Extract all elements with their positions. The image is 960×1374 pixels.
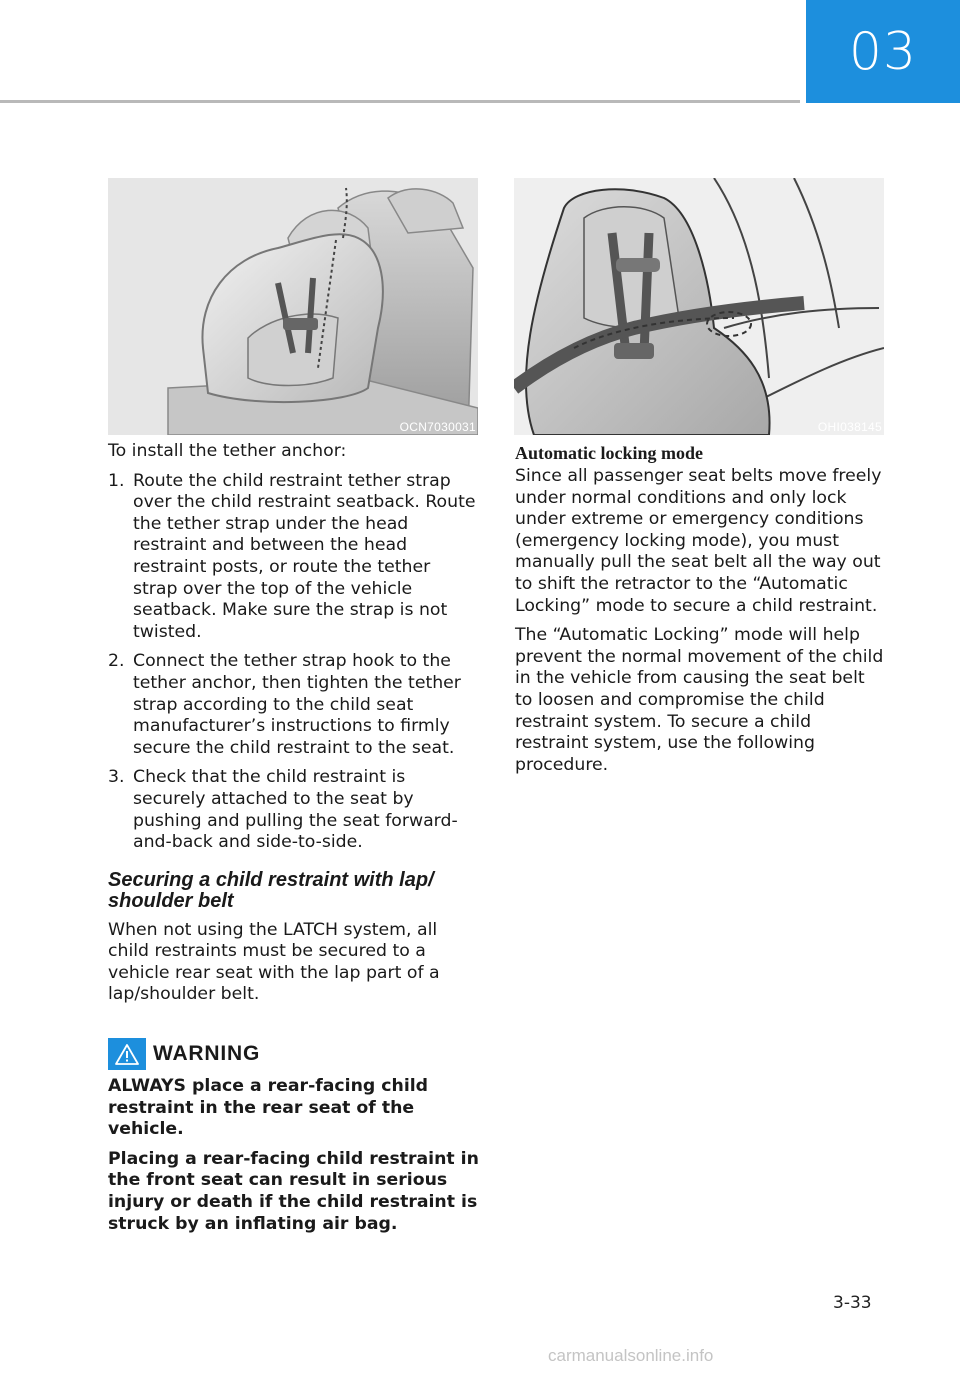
warning-header bbox=[108, 1038, 480, 1070]
list-item bbox=[108, 767, 480, 853]
paragraph: The “Automatic Locking” mode will help prevent the normal movement of the child in the vehicle from causing the seat belt to loosen and compromise the child restraint system. To secure a child restraint system, use the following procedure. bbox=[515, 625, 884, 775]
automatic-locking-heading: Automatic locking mode bbox=[515, 443, 703, 463]
figure-code: OCN7030031 bbox=[399, 420, 476, 434]
list-item bbox=[108, 471, 480, 644]
section-body: When not using the LATCH system, all child restraints must be secured to a vehicle rear seat with the lap part of a lap/shoulder belt. bbox=[108, 919, 440, 1005]
paragraph: Since all passenger seat belts move freely under normal conditions and only lock under extreme or emergency conditions (emergency locking mode), you must manually pull the seat belt all the way out to shift the retractor to the “Automatic Locking” mode to secure a child restraint. bbox=[515, 466, 882, 616]
figure-code: OHI038145 bbox=[817, 420, 882, 434]
lap-belt-drawing bbox=[514, 178, 884, 435]
warning-badge bbox=[108, 1038, 146, 1070]
step-text: Check that the child restraint is securely attached to the seat by pushing and pulling the seat forward-and-back and side-to-side. bbox=[133, 767, 458, 853]
watermark: carmanualsonline.info bbox=[548, 1346, 714, 1365]
page-number: 3-33 bbox=[833, 1293, 872, 1313]
left-column bbox=[108, 441, 480, 1243]
warning-triangle-icon bbox=[115, 1044, 139, 1065]
chapter-number: 03 bbox=[848, 21, 918, 82]
list-item bbox=[108, 651, 480, 759]
step-number: 3. bbox=[108, 767, 125, 788]
chapter-tab bbox=[806, 0, 960, 103]
warning-text: Placing a rear-facing child restraint in the front seat can result in serious injury or death if the child restraint is struck by an inflating air bag. bbox=[108, 1148, 479, 1234]
step-text: Connect the tether strap hook to the tether anchor, then tighten the tether strap according to the child seat manufacturer’s instructions to firmly secure the child restraint to the seat. bbox=[133, 651, 461, 758]
header-rule bbox=[0, 100, 800, 103]
warning-text: ALWAYS place a rear-facing child restraint in the rear seat of the vehicle. bbox=[108, 1076, 429, 1140]
step-text: Route the child restraint tether strap over the child restraint seatback. Route the tether strap under the head restraint and between the head restraint posts, or route the tether strap over the top of the vehicle seatback. Make sure the strap is not twisted. bbox=[133, 470, 476, 642]
warning-title: WARNING bbox=[153, 1042, 261, 1066]
step-number: 2. bbox=[108, 651, 125, 672]
step-number: 1. bbox=[108, 470, 125, 491]
tether-illustration bbox=[108, 178, 478, 435]
install-steps bbox=[108, 471, 480, 854]
lap-belt-illustration bbox=[514, 178, 884, 435]
child-seat-tether-drawing bbox=[108, 178, 478, 435]
section-heading: Securing a child restraint with lap/ shoulder belt bbox=[108, 868, 434, 912]
intro-text: To install the tether anchor: bbox=[108, 441, 347, 461]
right-column bbox=[515, 442, 887, 784]
